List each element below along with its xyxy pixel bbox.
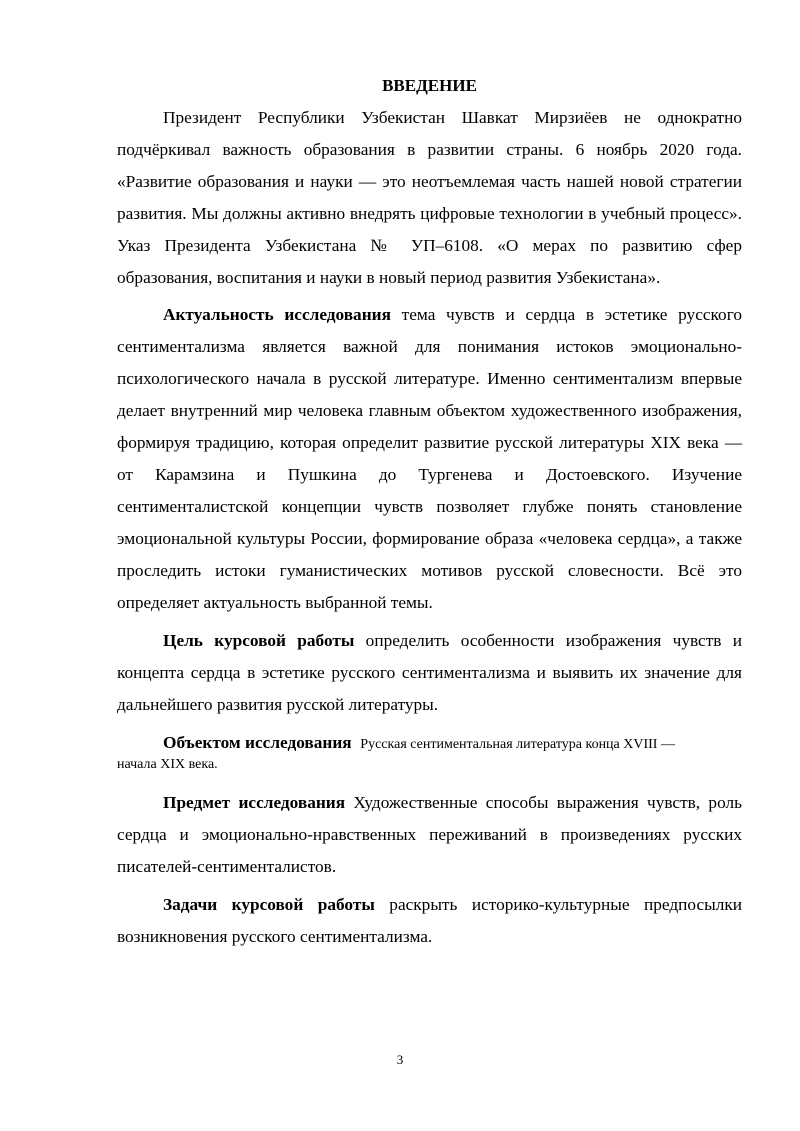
page-content	[117, 74, 742, 959]
tasks-text: раскрыть историко-культурные предпосылки возникновения русского сентиментализма.	[117, 895, 743, 946]
object-text-line2: начала XIX века.	[117, 757, 218, 772]
intro-paragraph: Президент Республики Узбекистан Шавкат Мирзиёев не однократно подчёркивал важность образования в развитии страны. 6 ноябрь 2020 года. «Развитие образования и науки — это неотъемлемая часть нашей новой стратегии развития. Мы должны активно внедрять цифровые технологии в учебный процесс». Указ Президента Узбекистана № УП–6108. «О мерах по развитию сфер образования, воспитания и науки в новый период развития Узбекистана».	[117, 108, 742, 287]
relevance-text: тема чувств и сердца в эстетике русского сентиментализма является важной для понимания истоков эмоционально-психологического начала в русской литературе. Именно сентиментализм впервые делает внутренний мир человека главным объектом художественного изображения, формируя традицию, которая определит развитие русской литературы XIX века — от Карамзина и Пушкина до Тургенева и Достоевского. Изучение сентименталистской концепции чувств позволяет глубже понять становление эмоциональной культуры России, формирование образа «человека сердца», а также проследить истоки гуманистических мотивов русской словесности. Всё это определяет актуальность выбранной темы.	[117, 305, 742, 612]
goal-label: Цель курсовой работы	[163, 631, 355, 650]
relevance-label: Актуальность исследования	[163, 305, 391, 324]
relevance-paragraph	[117, 299, 742, 619]
goal-text: определить особенности изображения чувств и концепта сердца в эстетике русского сентиментализма и выявить их значение для дальнейшего развития русской литературы.	[117, 631, 742, 714]
object-text-line1: Русская сентиментальная литература конца XVIII —	[360, 737, 675, 752]
object-label: Объектом исследования	[163, 733, 352, 752]
page-number: 3	[396, 1052, 404, 1067]
subject-text: Художественные способы выражения чувств, роль сердца и эмоционально-нравственных переживаний в произведениях русских писателей-сентименталистов.	[117, 793, 742, 876]
tasks-paragraph	[117, 889, 742, 953]
tasks-label: Задачи курсовой работы	[163, 895, 375, 914]
section-title: ВВЕДЕНИЕ	[382, 76, 477, 95]
subject-paragraph	[117, 787, 742, 883]
goal-paragraph	[117, 625, 742, 721]
subject-label: Предмет исследования	[163, 793, 346, 812]
